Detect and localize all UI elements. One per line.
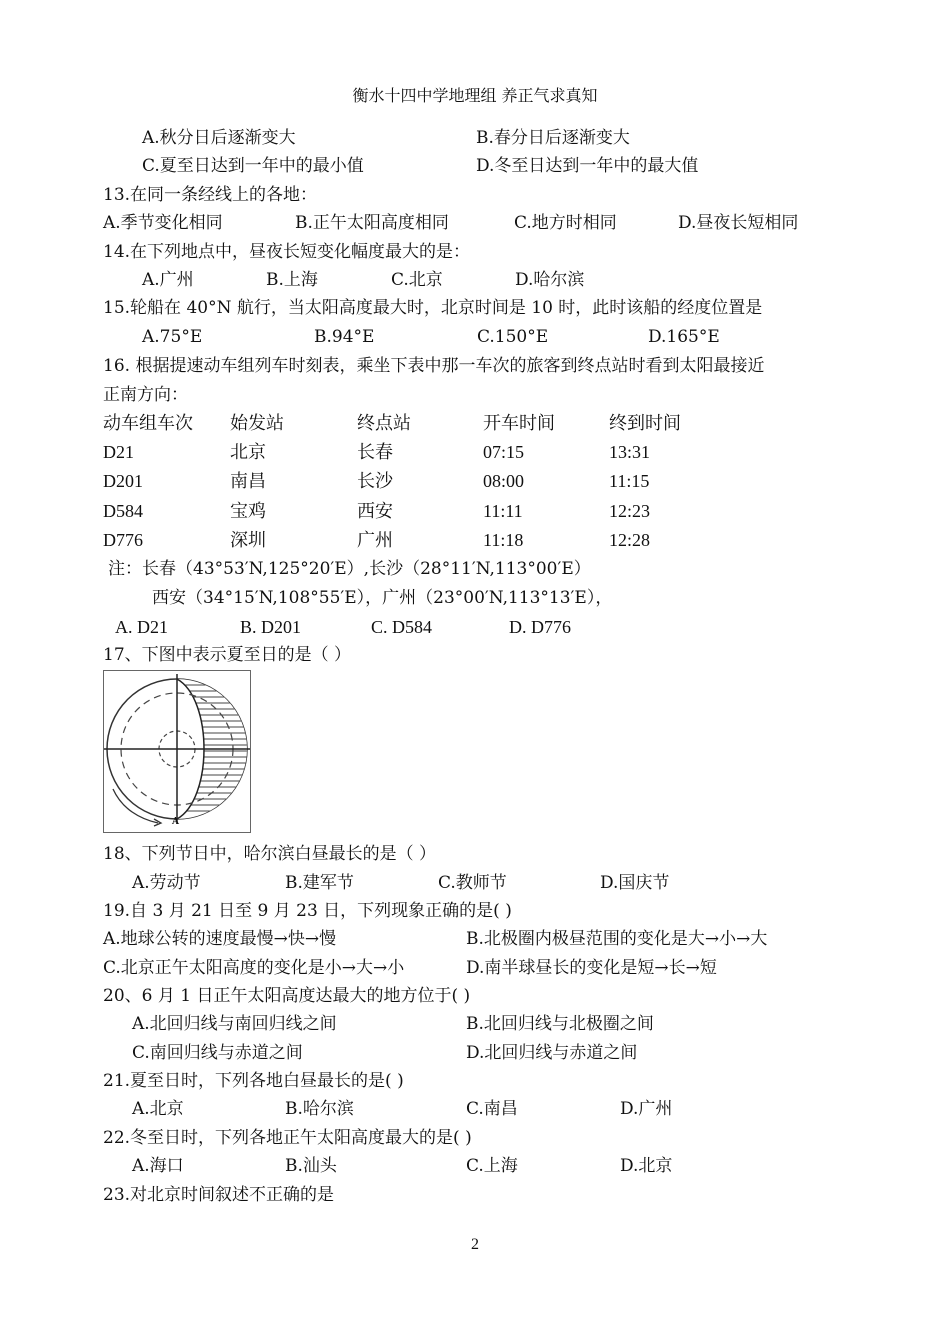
option-d: D.北回归线与赤道之间 <box>466 1043 638 1063</box>
table-header: 动车组车次 <box>103 413 193 433</box>
question-stem: 23.对北京时间叙述不正确的是 <box>103 1185 335 1205</box>
option-b: B.建军节 <box>285 873 354 893</box>
note-text: 注：长春（43°53′N,125°20′E）,长沙（28°11′N,113°00′E） <box>108 559 591 579</box>
question-stem-continued: 正南方向： <box>103 385 188 405</box>
option-c: C.夏至日达到一年中的最小值 <box>142 156 364 176</box>
option-b: B.春分日后逐渐变大 <box>476 128 630 148</box>
table-header: 终点站 <box>357 413 411 433</box>
option-d: D.冬至日达到一年中的最大值 <box>476 156 699 176</box>
table-cell: D776 <box>103 530 143 550</box>
option-a: A.海口 <box>132 1156 184 1176</box>
table-cell: 长春 <box>357 442 393 462</box>
table-header: 终到时间 <box>609 413 681 433</box>
option-c: C.南昌 <box>466 1099 518 1119</box>
option-a: A.广州 <box>142 270 194 290</box>
question-stem: 14.在下列地点中，昼夜长短变化幅度最大的是： <box>103 242 471 262</box>
option-a: A.秋分日后逐渐变大 <box>142 128 296 148</box>
option-d: D. D776 <box>509 617 571 637</box>
option-b: B.北极圈内极昼范围的变化是大→小→大 <box>466 929 768 949</box>
option-c: C.北京正午太阳高度的变化是小→大→小 <box>103 958 405 978</box>
table-cell: 13:31 <box>609 442 651 462</box>
option-a: A.北回归线与南回归线之间 <box>132 1014 337 1034</box>
option-c: C.南回归线与赤道之间 <box>132 1043 303 1063</box>
table-header: 开车时间 <box>483 413 555 433</box>
page-number: 2 <box>471 1236 479 1253</box>
table-cell: D21 <box>103 442 134 462</box>
table-cell: 12:23 <box>609 501 651 521</box>
question-stem: 16. 根据提速动车组列车时刻表，乘坐下表中那一车次的旅客到终点站时看到太阳最接近 <box>103 356 765 376</box>
option-b: B.正午太阳高度相同 <box>295 213 449 233</box>
table-header: 始发站 <box>230 413 284 433</box>
option-b: B.上海 <box>266 270 318 290</box>
table-cell: 11:18 <box>483 530 524 550</box>
earth-illumination-diagram <box>104 671 250 832</box>
option-b: B. D201 <box>240 617 302 637</box>
option-c: C.地方时相同 <box>514 213 617 233</box>
option-a: A. D21 <box>115 617 168 637</box>
option-c: C.北京 <box>391 270 443 290</box>
option-a: A.地球公转的速度最慢→快→慢 <box>103 929 337 949</box>
table-cell: 08:00 <box>483 471 525 491</box>
page-header: 衡水十四中学地理组 养正气求真知 <box>352 86 598 105</box>
option-a: A.季节变化相同 <box>103 213 223 233</box>
question-stem: 21.夏至日时，下列各地白昼最长的是( ) <box>103 1071 404 1091</box>
option-c: C. D584 <box>371 617 433 637</box>
note-text: 西安（34°15′N,108°55′E），广州（23°00′N,113°13′E）， <box>152 588 613 608</box>
option-d: D.广州 <box>620 1099 673 1119</box>
question-stem: 22.冬至日时，下列各地正午太阳高度最大的是( ) <box>103 1128 472 1148</box>
table-cell: D584 <box>103 501 143 521</box>
option-b: B.哈尔滨 <box>285 1099 354 1119</box>
table-cell: 宝鸡 <box>230 501 266 521</box>
option-a: A.劳动节 <box>132 873 201 893</box>
question-stem: 20、6 月 1 日正午太阳高度达最大的地方位于( ) <box>103 986 471 1006</box>
earth-illumination-figure <box>103 670 251 833</box>
question-stem: 19.自 3 月 21 日至 9 月 23 日，下列现象正确的是( ) <box>103 901 512 921</box>
option-d: D.北京 <box>620 1156 673 1176</box>
option-b: B.汕头 <box>285 1156 337 1176</box>
table-cell: 北京 <box>230 442 266 462</box>
option-d: D.165°E <box>648 327 720 347</box>
table-cell: 西安 <box>357 501 393 521</box>
table-cell: 深圳 <box>230 530 266 550</box>
table-cell: D201 <box>103 471 143 491</box>
question-stem: 13.在同一条经线上的各地： <box>103 185 318 205</box>
question-stem: 15.轮船在 40°N 航行，当太阳高度最大时，北京时间是 10 时，此时该船的经度位置是 <box>103 298 763 318</box>
figure-label: A <box>172 817 179 827</box>
option-c: C.150°E <box>477 327 549 347</box>
question-stem: 17、下图中表示夏至日的是（ ） <box>103 645 352 665</box>
option-d: D.昼夜长短相同 <box>678 213 799 233</box>
option-a: A.北京 <box>132 1099 184 1119</box>
option-d: D.国庆节 <box>600 873 670 893</box>
table-cell: 11:15 <box>609 471 650 491</box>
table-cell: 广州 <box>357 530 393 550</box>
table-cell: 12:28 <box>609 530 651 550</box>
option-d: D.南半球昼长的变化是短→长→短 <box>466 958 717 978</box>
option-a: A.75°E <box>142 327 203 347</box>
option-b: B.94°E <box>314 327 375 347</box>
option-c: C.上海 <box>466 1156 518 1176</box>
table-cell: 长沙 <box>357 471 393 491</box>
option-c: C.教师节 <box>438 873 507 893</box>
question-stem: 18、下列节日中，哈尔滨白昼最长的是（ ） <box>103 844 437 864</box>
table-cell: 07:15 <box>483 442 525 462</box>
table-cell: 11:11 <box>483 501 523 521</box>
option-d: D.哈尔滨 <box>515 270 585 290</box>
option-b: B.北回归线与北极圈之间 <box>466 1014 654 1034</box>
table-cell: 南昌 <box>230 471 266 491</box>
